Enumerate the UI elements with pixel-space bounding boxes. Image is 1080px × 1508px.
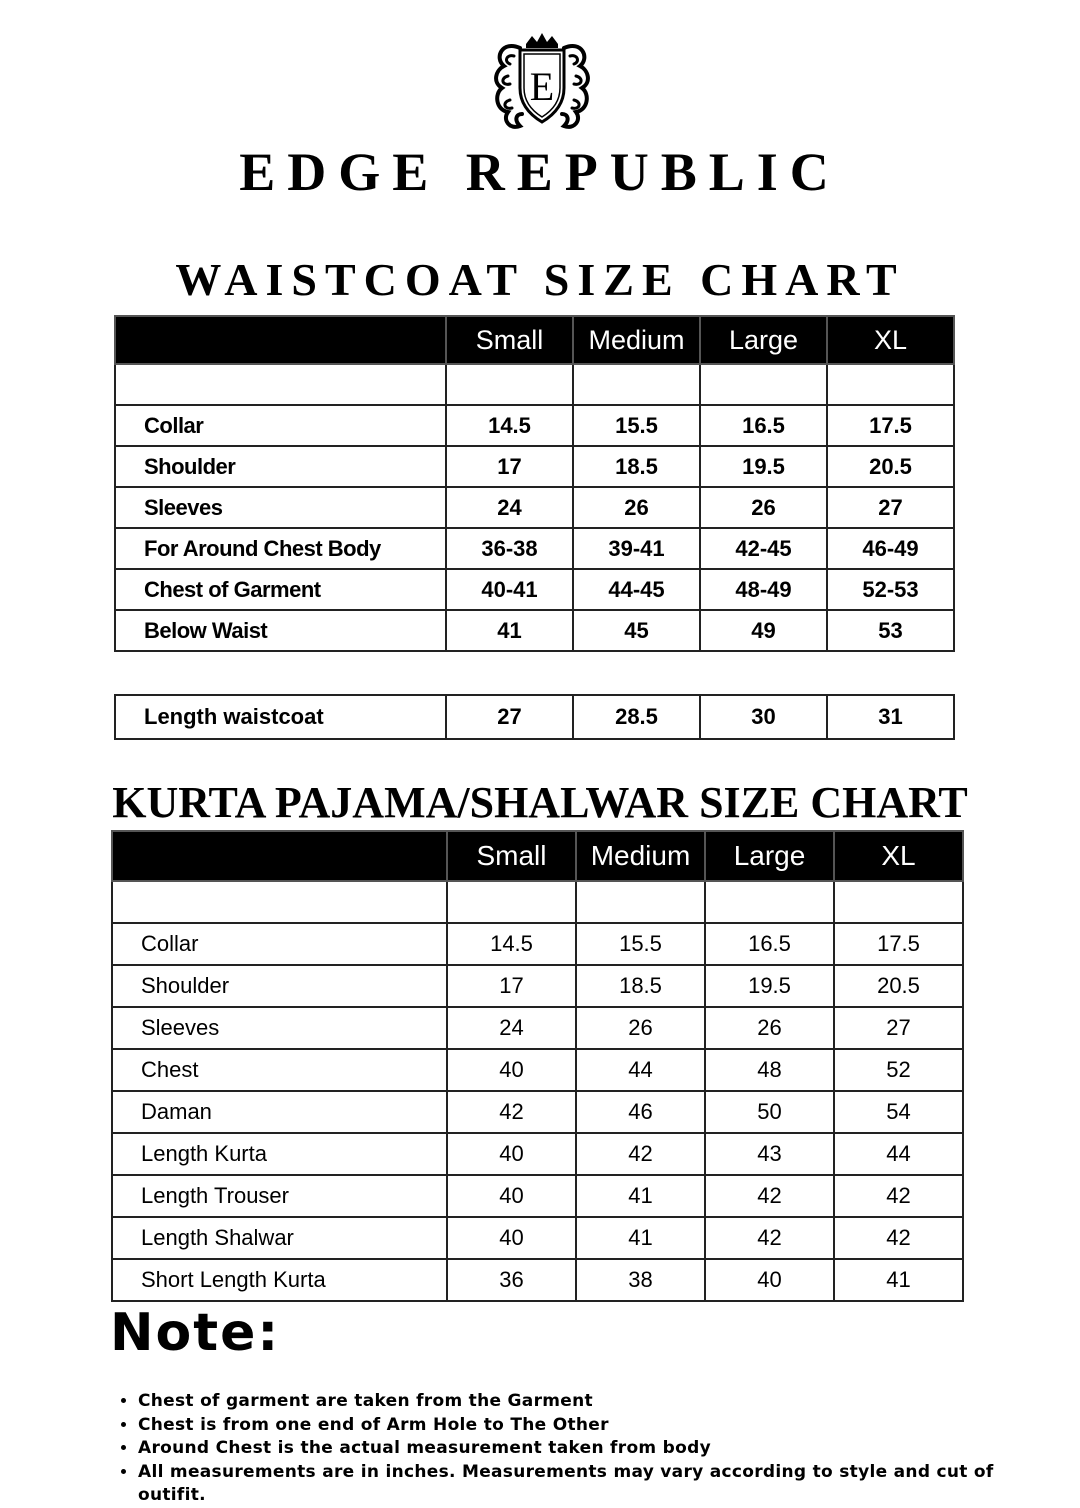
header-size: Small [446,316,573,364]
cell-value: 53 [827,610,954,651]
table-row [112,1091,963,1133]
row-label: Sleeves [115,487,446,528]
list-item: • All measurements are in inches. Measurements may vary according to style and cut of outifit. [138,1461,1038,1508]
cell-value: 40 [447,1175,576,1217]
row-label [112,881,447,923]
cell-value [827,364,954,405]
table-row [115,446,954,487]
cell-value: 27 [827,487,954,528]
table-row [112,923,963,965]
cell-value: 41 [576,1217,705,1259]
table-row [115,528,954,569]
table-row [112,1049,963,1091]
header-size: Large [700,316,827,364]
cell-value: 36 [447,1259,576,1301]
waistcoat-title: WAISTCOAT SIZE CHART [175,254,905,305]
cell-value: 14.5 [446,405,573,446]
cell-value: 40 [705,1259,834,1301]
cell-value: 43 [705,1133,834,1175]
cell-value: 38 [576,1259,705,1301]
header-size: Medium [573,316,700,364]
cell-value: 42-45 [700,528,827,569]
cell-value: 26 [705,1007,834,1049]
header-blank [112,831,447,881]
header-size: Medium [576,831,705,881]
cell-value: 48-49 [700,569,827,610]
row-label: For Around Chest Body [115,528,446,569]
row-label: Daman [112,1091,447,1133]
cell-value: 16.5 [700,405,827,446]
cell-value: 31 [827,695,954,739]
cell-value: 52-53 [827,569,954,610]
cell-value: 49 [700,610,827,651]
cell-value: 14.5 [447,923,576,965]
cell-value: 40 [447,1133,576,1175]
cell-value: 48 [705,1049,834,1091]
row-label: Chest of Garment [115,569,446,610]
cell-value: 42 [705,1175,834,1217]
cell-value: 30 [700,695,827,739]
table-row [112,1175,963,1217]
table-row [115,364,954,405]
note-list [110,1390,1038,1508]
cell-value [446,364,573,405]
cell-value: 46-49 [827,528,954,569]
cell-value: 27 [446,695,573,739]
cell-value [576,881,705,923]
cell-value: 15.5 [576,923,705,965]
table-header-row [115,316,954,364]
cell-value: 27 [834,1007,963,1049]
cell-value: 15.5 [573,405,700,446]
crest-e-icon [490,30,594,134]
cell-value: 26 [576,1007,705,1049]
cell-value: 20.5 [827,446,954,487]
cell-value: 44 [576,1049,705,1091]
cell-value: 17.5 [834,923,963,965]
table-row [112,881,963,923]
table-header-row [112,831,963,881]
header-blank [115,316,446,364]
list-item: • Around Chest is the actual measurement taken from body [138,1437,1038,1461]
row-label: Below Waist [115,610,446,651]
cell-value: 42 [705,1217,834,1259]
cell-value: 18.5 [576,965,705,1007]
list-item: • Chest of garment are taken from the Garment [138,1390,1038,1414]
table-row [115,695,954,739]
cell-value: 26 [573,487,700,528]
cell-value: 42 [834,1175,963,1217]
row-label: Collar [115,405,446,446]
table-row [112,965,963,1007]
cell-value [447,881,576,923]
table-row [112,1007,963,1049]
cell-value: 45 [573,610,700,651]
row-label [115,364,446,405]
list-item: • Chest is from one end of Arm Hole to The Other [138,1414,1038,1438]
cell-value: 40 [447,1049,576,1091]
cell-value: 17.5 [827,405,954,446]
cell-value [705,881,834,923]
cell-value: 24 [446,487,573,528]
cell-value: 42 [447,1091,576,1133]
waistcoat-size-table [114,315,955,652]
cell-value: 16.5 [705,923,834,965]
row-label: Length Shalwar [112,1217,447,1259]
cell-value: 41 [576,1175,705,1217]
header-size: XL [827,316,954,364]
row-label: Shoulder [115,446,446,487]
cell-value [834,881,963,923]
row-label: Sleeves [112,1007,447,1049]
cell-value: 41 [834,1259,963,1301]
cell-value: 40-41 [446,569,573,610]
cell-value: 17 [447,965,576,1007]
cell-value: 26 [700,487,827,528]
kurta-title: KURTA PAJAMA/SHALWAR SIZE CHART [112,778,968,827]
cell-value: 42 [834,1217,963,1259]
table-row [115,610,954,651]
cell-value: 28.5 [573,695,700,739]
cell-value: 39-41 [573,528,700,569]
table-row [112,1133,963,1175]
cell-value: 18.5 [573,446,700,487]
header-size: Small [447,831,576,881]
row-label: Chest [112,1049,447,1091]
row-label: Short Length Kurta [112,1259,447,1301]
header-size: Large [705,831,834,881]
row-label: Collar [112,923,447,965]
cell-value: 17 [446,446,573,487]
cell-value [700,364,827,405]
cell-value: 46 [576,1091,705,1133]
kurta-size-table [111,830,964,1302]
cell-value: 19.5 [700,446,827,487]
cell-value: 24 [447,1007,576,1049]
table-row [112,1217,963,1259]
cell-value: 42 [576,1133,705,1175]
note-title: Note: [110,1303,281,1363]
cell-value: 50 [705,1091,834,1133]
cell-value [573,364,700,405]
table-row [115,569,954,610]
cell-value: 40 [447,1217,576,1259]
header-size: XL [834,831,963,881]
brand-name: EDGE REPUBLIC [239,142,841,202]
row-label: Length waistcoat [115,695,446,739]
waistcoat-length-table [114,694,955,740]
cell-value: 19.5 [705,965,834,1007]
table-row [115,405,954,446]
cell-value: 44-45 [573,569,700,610]
table-row [115,487,954,528]
cell-value: 52 [834,1049,963,1091]
row-label: Shoulder [112,965,447,1007]
cell-value: 41 [446,610,573,651]
cell-value: 54 [834,1091,963,1133]
cell-value: 20.5 [834,965,963,1007]
logo-letter: E [529,64,555,109]
cell-value: 44 [834,1133,963,1175]
row-label: Length Kurta [112,1133,447,1175]
cell-value: 36-38 [446,528,573,569]
row-label: Length Trouser [112,1175,447,1217]
table-row [112,1259,963,1301]
